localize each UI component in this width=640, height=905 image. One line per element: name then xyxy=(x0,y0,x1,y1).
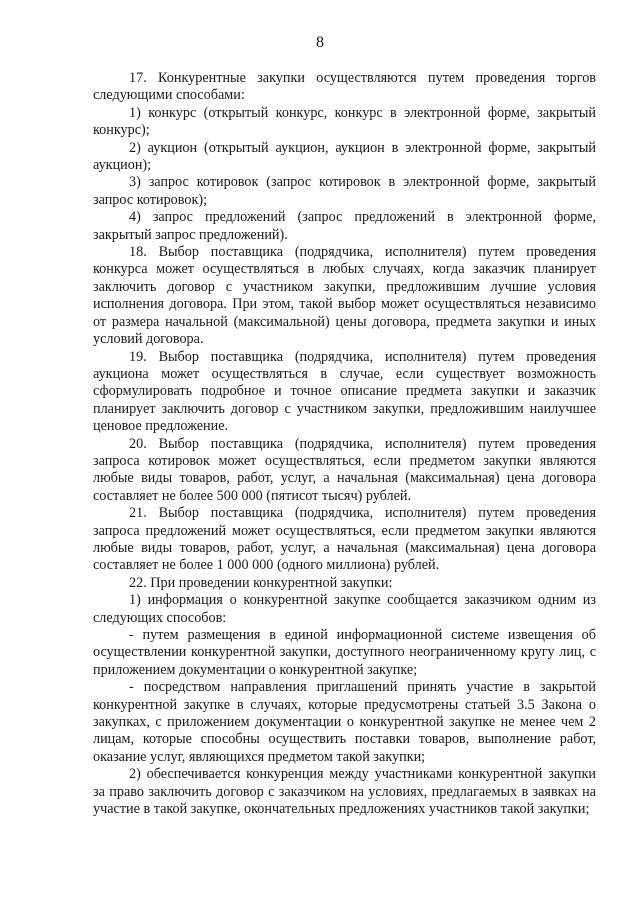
list-item-proposal-request: 4) запрос предложений (запрос предложений в электронной форме, закрытый запрос предложений). xyxy=(93,209,596,243)
paragraph-21: 21. Выбор поставщика (подрядчика, исполнителя) путем проведения запроса предложений может осуществляться, если предметом закупки являются любые виды товаров, работ, услуг, а начальная (максимальная) цена договора составляет не более 1 000 000 (одного миллиона) рублей. xyxy=(93,505,596,574)
paragraph-22: 22. При проведении конкурентной закупки: xyxy=(129,574,393,591)
dash-item-eis-placement: - путем размещения в единой информационной системе извещения об осуществлении конкурентной закупки, доступного неограниченному кругу лиц, с приложением документации о конкурентной закупке; xyxy=(93,627,596,678)
list-item-contest: 1) конкурс (открытый конкурс, конкурс в электронной форме, закрытый конкурс); xyxy=(93,104,596,139)
subitem-information: 1) информация о конкурентной закупке сообщается заказчиком одним из следующих способов: xyxy=(93,592,596,626)
dash-item-invitations: - посредством направления приглашений принять участие в закрытой конкурентной закупке в случаях, которые предусмотрены статьей 3.5 Закона о закупках, с приложением документации о конкурентной закупке не менее чем 2 лицам, которые способны осуществить поставки товаров, выполнение работ, оказание услуг, являющихся предметом такой закупки; xyxy=(93,679,596,765)
paragraph-18: 18. Выбор поставщика (подрядчика, исполнителя) путем проведения конкурса может осуществляться в любых случаях, когда заказчик планирует заключить договор с участником закупки, предложившим лучшие условия исполнения договора. При этом, такой выбор может осуществляться независимо от размера начальной (максимальной) цены договора, предмета закупки и иных условий договора. xyxy=(93,244,596,348)
paragraph-20: 20. Выбор поставщика (подрядчика, исполнителя) путем проведения запроса котировок может осуществляться, если предметом закупки являются любые виды товаров, работ, услуг, а начальная (максимальная) цена договора составляет не более 500 000 (пятисот тысяч) рублей. xyxy=(93,435,596,504)
paragraph-19: 19. Выбор поставщика (подрядчика, исполнителя) путем проведения аукциона может осуществляться в случае, если существует возможность сформулировать подробное и точное описание предмета закупки и заказчик планирует заключить договор с участником закупки, предложившим наилучшее ценовое предложение. xyxy=(93,348,596,435)
page-number: 8 xyxy=(316,34,324,51)
list-item-auction: 2) аукцион (открытый аукцион, аукцион в электронной форме, закрытый аукцион); xyxy=(93,139,596,174)
subitem-competition: 2) обеспечивается конкуренция между участниками конкурентной закупки за право заключить договор с заказчиком на условиях, предлагаемых в заявках на участие в такой закупке, окончательных предложениях участников такой закупки; xyxy=(93,766,596,818)
list-item-quotation-request: 3) запрос котировок (запрос котировок в электронной форме, закрытый запрос котировок); xyxy=(93,174,596,208)
paragraph-17: 17. Конкурентные закупки осуществляются путем проведения торгов следующими способами: xyxy=(93,70,596,104)
document-body xyxy=(93,70,596,818)
